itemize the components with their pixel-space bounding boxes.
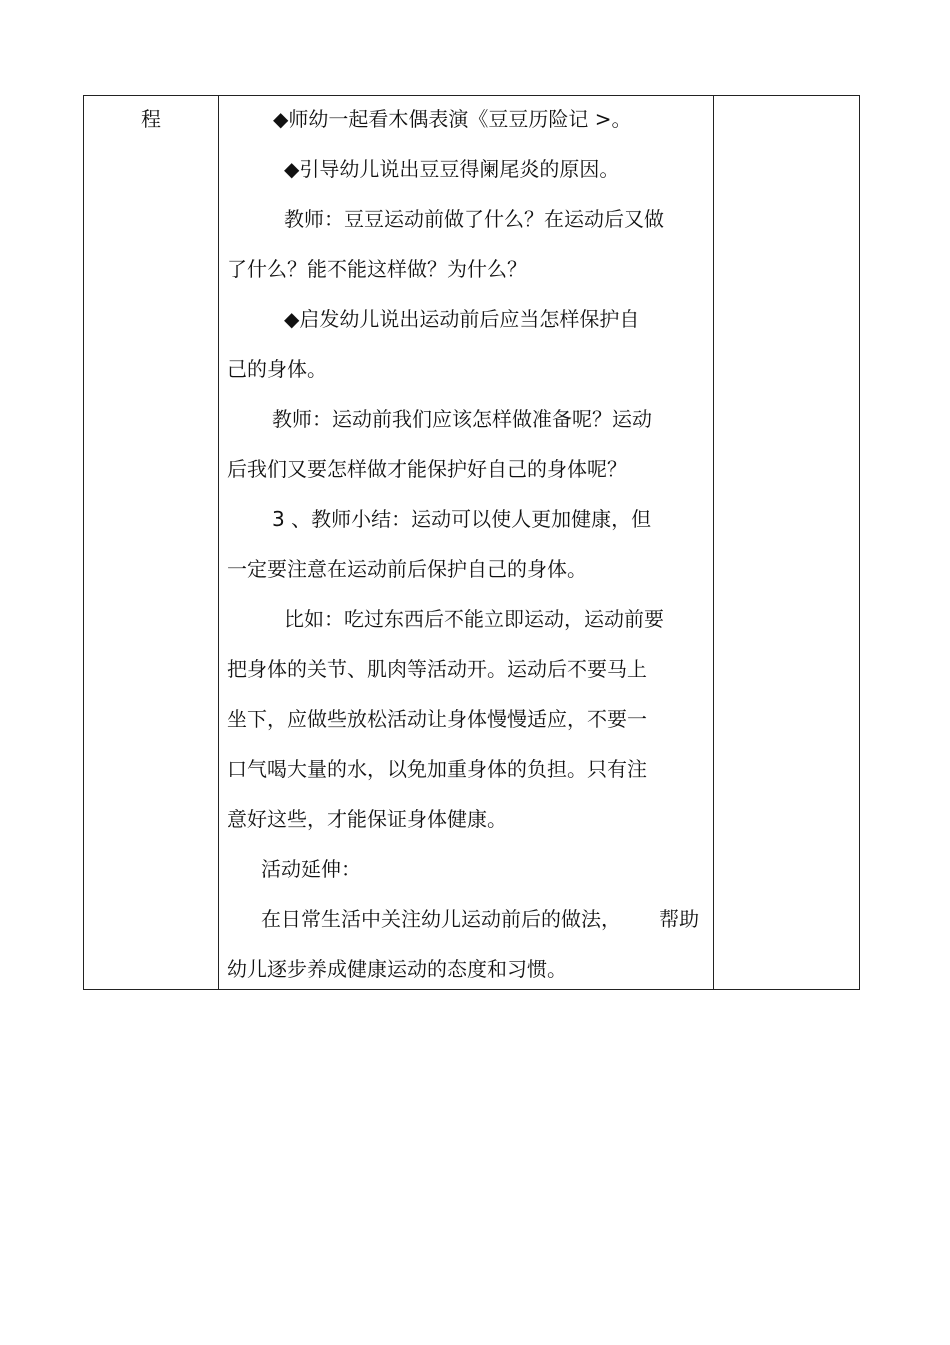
content-line-3: 教师：豆豆运动前做了什么？在运动后又做 bbox=[284, 207, 664, 231]
content-line-9: 3 、教师小结：运动可以使人更加健康，但 bbox=[272, 507, 652, 531]
content-line-6: 己的身体。 bbox=[227, 357, 327, 381]
content-line-5: ◆启发幼儿说出运动前后应当怎样保护自 bbox=[284, 307, 640, 331]
content-line-2: ◆引导幼儿说出豆豆得阑尾炎的原因。 bbox=[284, 157, 620, 181]
content-line-17: 在日常生活中关注幼儿运动前后的做法， 帮助 bbox=[261, 907, 700, 931]
content-line-11: 比如：吃过东西后不能立即运动，运动前要 bbox=[284, 607, 664, 631]
content-line-18: 幼儿逐步养成健康运动的态度和习惯。 bbox=[227, 957, 567, 981]
lesson-plan-table bbox=[83, 95, 860, 990]
content-line-1: ◆师幼一起看木偶表演《豆豆历险记 >。 bbox=[273, 107, 632, 131]
content-cell bbox=[219, 96, 713, 989]
notes-cell bbox=[714, 96, 859, 989]
content-line-8: 后我们又要怎样做才能保护好自己的身体呢？ bbox=[227, 457, 627, 481]
content-line-4: 了什么？能不能这样做？为什么？ bbox=[227, 257, 527, 281]
content-line-12: 把身体的关节、肌肉等活动开。运动后不要马上 bbox=[227, 657, 647, 681]
content-line-14: 口气喝大量的水，以免加重身体的负担。只有注 bbox=[227, 757, 647, 781]
section-label: 程 bbox=[141, 107, 161, 131]
content-line-13: 坐下，应做些放松活动让身体慢慢适应，不要一 bbox=[227, 707, 647, 731]
content-line-10: 一定要注意在运动前后保护自己的身体。 bbox=[227, 557, 587, 581]
section-label-cell bbox=[84, 96, 218, 131]
content-line-16: 活动延伸： bbox=[261, 857, 361, 881]
content-line-7: 教师：运动前我们应该怎样做准备呢？运动 bbox=[272, 407, 652, 431]
content-line-15: 意好这些，才能保证身体健康。 bbox=[227, 807, 507, 831]
